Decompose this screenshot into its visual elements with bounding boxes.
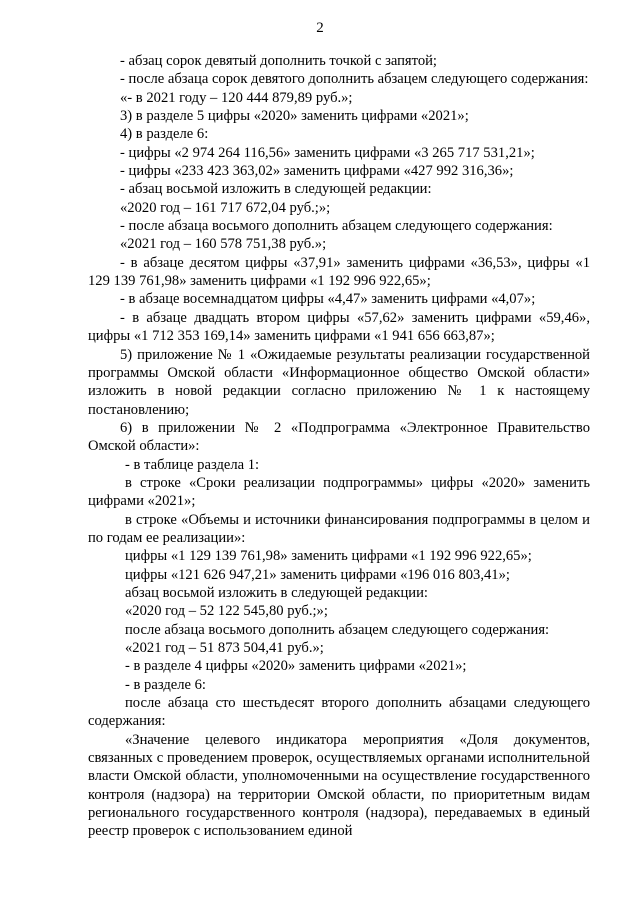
paragraph: 6) в приложении № 2 «Подпрограмма «Электронное Правительство Омской области»:: [88, 419, 590, 455]
paragraph: цифры «1 129 139 761,98» заменить цифрами «1 192 996 922,65»;: [125, 548, 532, 565]
paragraph: - цифры «233 423 363,02» заменить цифрами «427 992 316,36»;: [120, 163, 514, 180]
paragraph: - в таблице раздела 1:: [125, 456, 260, 473]
paragraph: «2021 год – 160 578 751,38 руб.»;: [120, 236, 327, 253]
paragraph: - в разделе 6:: [125, 676, 206, 693]
paragraph: - в разделе 4 цифры «2020» заменить цифрами «2021»;: [125, 658, 467, 675]
paragraph: 5) приложение № 1 «Ожидаемые результаты реализации государственной программы Омской области «Информационное общество Омской области» изложить в новой редакции согласно приложению № 1 к настоящему постановлению;: [88, 346, 590, 418]
document-body: [88, 52, 590, 841]
paragraph: - абзац сорок девятый дополнить точкой с запятой;: [120, 53, 437, 69]
paragraph: - в абзаце двадцать втором цифры «57,62» заменить цифрами «59,46», цифры «1 712 353 169,14» заменить цифрами «1 941 656 663,87»;: [88, 309, 590, 345]
paragraph: - в абзаце десятом цифры «37,91» заменить цифрами «36,53», цифры «1 129 139 761,98» заменить цифрами «1 192 996 922,65»;: [88, 254, 590, 290]
paragraph: «2020 год – 161 717 672,04 руб.;»;: [120, 199, 331, 216]
paragraph: в строке «Сроки реализации подпрограммы» цифры «2020» заменить цифрами «2021»;: [88, 474, 590, 510]
paragraph: - после абзаца восьмого дополнить абзацем следующего содержания:: [120, 218, 553, 235]
paragraph: после абзаца восьмого дополнить абзацем следующего содержания:: [125, 621, 550, 638]
paragraph: - цифры «2 974 264 116,56» заменить цифрами «3 265 717 531,21»;: [120, 144, 535, 161]
paragraph: «2021 год – 51 873 504,41 руб.»;: [125, 640, 324, 656]
page-number: 2: [316, 20, 324, 36]
paragraph: «- в 2021 году – 120 444 879,89 руб.»;: [120, 89, 353, 106]
paragraph: - после абзаца сорок девятого дополнить абзацем следующего содержания:: [120, 71, 589, 88]
paragraph: после абзаца сто шестьдесят второго дополнить абзацами следующего содержания:: [88, 695, 590, 730]
paragraph: 4) в разделе 6:: [120, 126, 209, 143]
paragraph: - абзац восьмой изложить в следующей редакции:: [120, 181, 432, 198]
paragraph: в строке «Объемы и источники финансирования подпрограммы в целом и по годам ее реализации»:: [88, 511, 590, 546]
paragraph: «2020 год – 52 122 545,80 руб.;»;: [125, 603, 328, 620]
paragraph: - в абзаце восемнадцатом цифры «4,47» заменить цифрами «4,07»;: [120, 291, 536, 308]
paragraph: абзац восьмой изложить в следующей редакции:: [125, 584, 428, 601]
paragraph: цифры «121 626 947,21» заменить цифрами «196 016 803,41»;: [125, 566, 510, 583]
paragraph: «Значение целевого индикатора мероприятия «Доля документов, связанных с проведением проверок, осуществляемых органами исполнительной власти Омской области, уполномоченными на осуществление государственного контроля (надзора) на территории Омской области, по приоритетным видам регионального государственного контроля (надзора), передаваемых в единый реестр проверок с использованием единой: [88, 731, 590, 840]
paragraph: 3) в разделе 5 цифры «2020» заменить цифрами «2021»;: [120, 108, 469, 125]
